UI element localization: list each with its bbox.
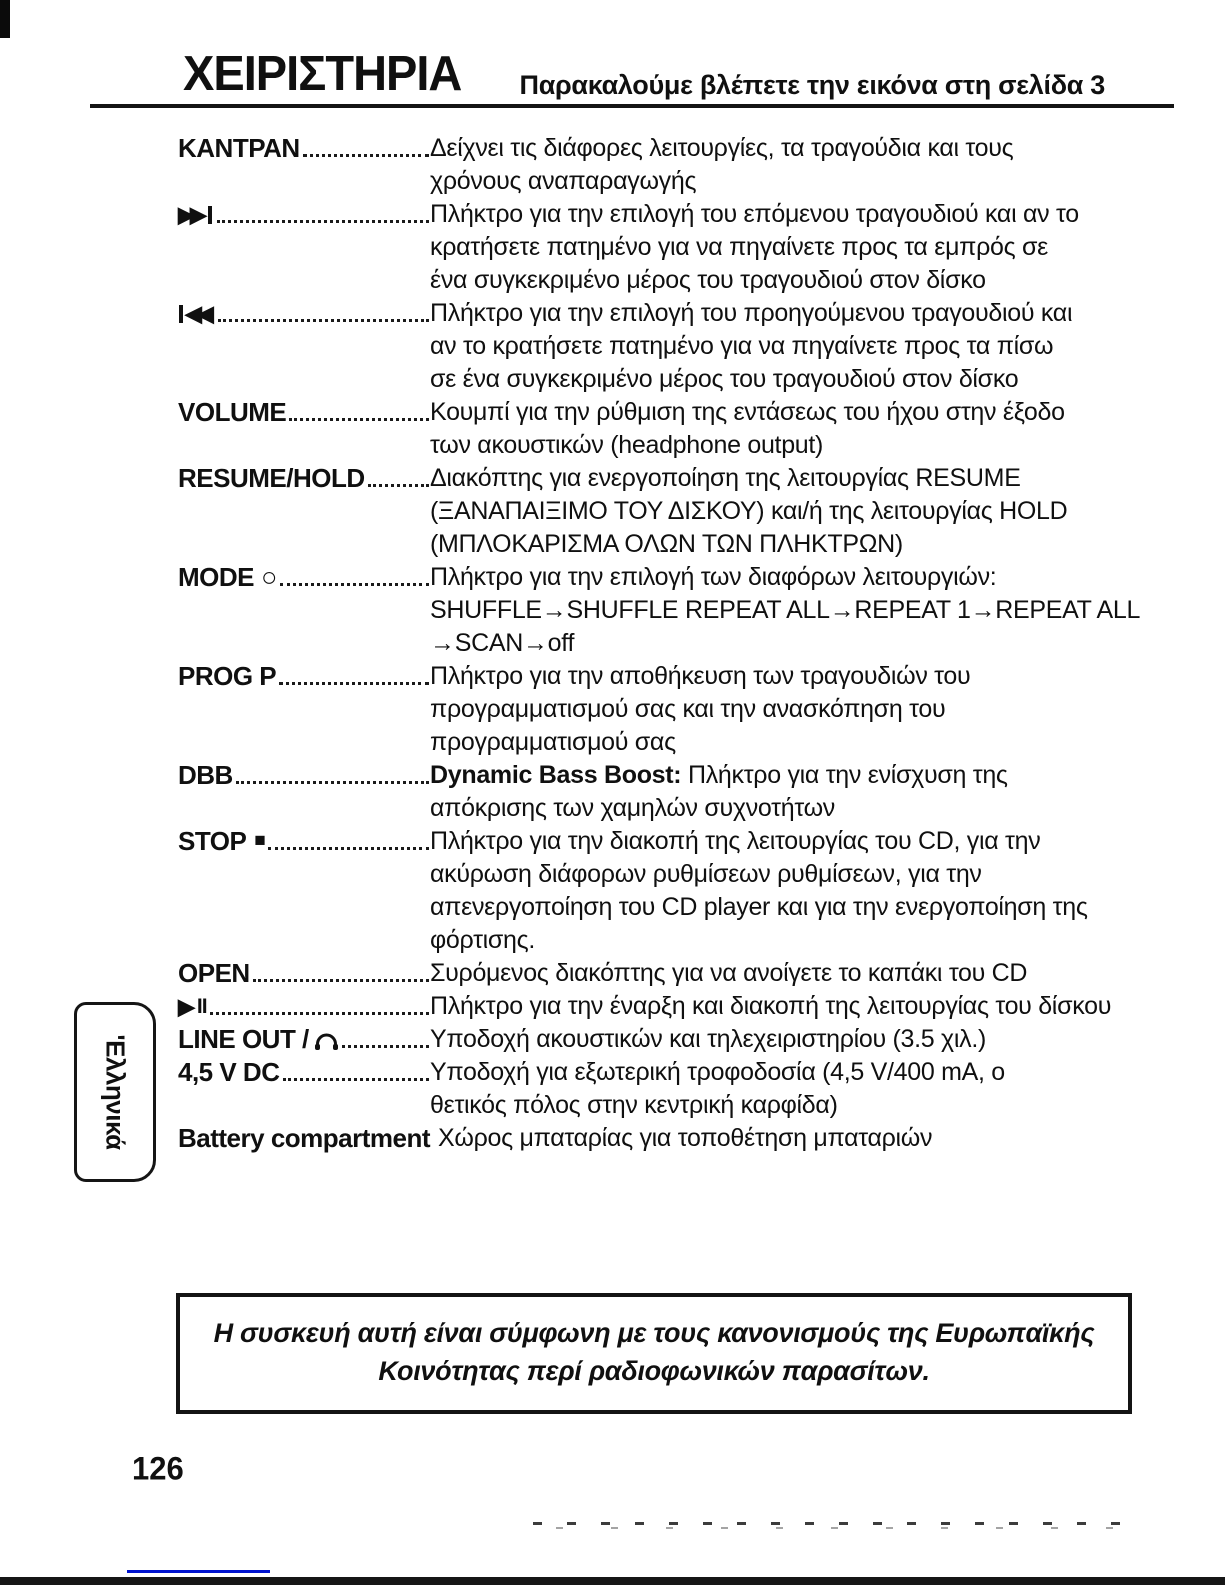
scan-bottom-edge [0, 1577, 1225, 1585]
description-line: Κουμπί για την ρύθμιση της εντάσεως του ήχου στην έξοδο [430, 398, 1065, 426]
description-line: Πλήκτρο για την επιλογή των διαφόρων λειτουργιών: [430, 563, 997, 591]
description-line: κρατήσετε πατημένο για να πηγαίνετε προς τα εμπρός σε [430, 233, 1049, 261]
dotted-leader [368, 484, 429, 487]
controls-list [178, 132, 1141, 1155]
control-term-label: 4,5 V DC [178, 1057, 280, 1087]
description-line: Dynamic Bass Boost: Πλήκτρο για την ενίσχυση της [430, 761, 1008, 789]
control-term [178, 462, 430, 495]
stop-icon: ■ [254, 830, 266, 851]
dotted-leader [217, 220, 429, 223]
control-description [430, 990, 1110, 1023]
control-term [178, 957, 430, 990]
control-description [430, 462, 1110, 561]
dotted-leader [280, 583, 429, 586]
dotted-leader [342, 1045, 429, 1048]
description-line: Δείχνει τις διάφορες λειτουργίες, τα τραγούδια και τους [430, 134, 1014, 162]
description-line: Πλήκτρο για την διακοπή της λειτουργίας του CD, για την [430, 827, 1041, 855]
scan-corner-mark [0, 0, 10, 38]
next-track-icon: ▶▶ [178, 198, 214, 231]
description-line: αν το κρατήσετε πατημένο για να πηγαίνετε προς τα πίσω [430, 332, 1054, 360]
control-description [430, 396, 1110, 462]
description-line: σε ένα συγκεκριμένο μέρος του τραγουδιού στον δίσκο [430, 365, 1019, 393]
description-line: Πλήκτρο για την έναρξη και διακοπή της λειτουργίας του δίσκου [430, 992, 1112, 1020]
control-term-label: STOP [178, 826, 247, 856]
control-entry [178, 198, 1110, 297]
description-line: Συρόμενος διακόπτης για να ανοίγετε το καπάκι του CD [430, 959, 1028, 987]
control-term [178, 1023, 430, 1056]
control-entry [178, 132, 1110, 198]
description-line: απενεργοποίηση του CD player και για την ενεργοποίηση της [430, 893, 1088, 921]
previous-track-icon: ◀◀ [178, 297, 215, 330]
description-line: προγραμματισμού σας [430, 728, 676, 756]
control-entry [178, 396, 1110, 462]
description-line: →SCAN→off [430, 629, 575, 657]
description-line: (ΞΑΝΑΠΑΙΞΙΜΟ ΤΟΥ ΔΙΣΚΟΥ) και/ή της λειτουργίας HOLD [430, 497, 1068, 525]
page-number: 126 [132, 1450, 184, 1487]
description-line: θετικός πόλος στην κεντρική καρφίδα) [430, 1091, 838, 1119]
dotted-leader [236, 781, 429, 784]
dotted-leader [283, 1078, 430, 1081]
page-subtitle: Παρακαλούμε βλέπετε την εικόνα στη σελίδα 3 [519, 70, 1105, 100]
description-line: χρόνους αναπαραγωγής [430, 167, 697, 195]
scan-blue-line [127, 1570, 270, 1573]
control-description [430, 660, 1110, 759]
compliance-notice-line1: Η συσκευή αυτή είναι σύμφωνη με τους κανονισμούς της Ευρωπαϊκής [213, 1318, 1095, 1348]
description-line: Υποδοχή ακουστικών και τηλεχειριστηρίου (3.5 χιλ.) [430, 1025, 986, 1053]
language-tab [74, 1002, 156, 1182]
control-term [178, 660, 430, 693]
compliance-notice-line2: Κοινότητας περί ραδιοφωνικών παρασίτων. [378, 1356, 930, 1386]
dotted-leader [253, 979, 429, 982]
control-term-label: OPEN [178, 958, 250, 988]
language-tab-label: 'Ελληνικά [100, 1034, 131, 1150]
control-entry [178, 1122, 1110, 1155]
control-description [430, 825, 1110, 957]
description-line: ένα συγκεκριμένο μέρος του τραγουδιού στον δίσκο [430, 266, 986, 294]
control-description [430, 198, 1110, 297]
control-term-label: VOLUME [178, 397, 287, 427]
compliance-notice-box [176, 1293, 1132, 1414]
control-description [438, 1122, 1110, 1155]
description-line: φόρτισης. [430, 926, 536, 954]
control-term-label: RESUME/HOLD [178, 463, 365, 493]
description-line: Πλήκτρο για την επιλογή του προηγούμενου τραγουδιού και [430, 299, 1073, 327]
control-entry [178, 1023, 1110, 1056]
control-entry [178, 957, 1110, 990]
control-term [178, 759, 430, 792]
control-description [430, 132, 1110, 198]
scan-noise-dashes [533, 1522, 1138, 1530]
control-term [178, 990, 430, 1023]
control-term-label: LINE OUT / [178, 1024, 309, 1054]
control-entry [178, 759, 1110, 825]
control-term [178, 297, 430, 330]
control-term [178, 561, 430, 594]
dotted-leader [303, 154, 429, 157]
dotted-leader [218, 319, 429, 322]
control-description [430, 759, 1110, 825]
control-entry [178, 990, 1110, 1023]
control-entry [178, 462, 1110, 561]
dotted-leader [268, 847, 429, 850]
page-title: ΧΕΙΡΙΣΤΗΡΙΑ [183, 45, 462, 101]
description-line: των ακουστικών (headphone output) [430, 431, 824, 459]
control-term-label: PROG P [178, 661, 277, 691]
dotted-leader [289, 418, 429, 421]
control-description [430, 561, 1141, 660]
control-description [430, 1023, 1110, 1056]
control-term [178, 1122, 438, 1155]
description-line: Πλήκτρο για την αποθήκευση των τραγουδιών του [430, 662, 971, 690]
control-term-label: Battery compartment [178, 1123, 431, 1153]
dotted-leader [210, 1012, 429, 1015]
control-term [178, 1056, 430, 1089]
mode-circle-icon: ○ [261, 562, 277, 592]
control-term [178, 396, 430, 429]
control-term [178, 132, 430, 165]
control-description [430, 297, 1110, 396]
headphone-icon [309, 1032, 339, 1056]
control-description [430, 957, 1110, 990]
control-entry [178, 297, 1110, 396]
control-term [178, 825, 430, 858]
description-line: Διακόπτης για ενεργοποίηση της λειτουργίας RESUME [430, 464, 1021, 492]
description-line: Υποδοχή για εξωτερική τροφοδοσία (4,5 V/400 mA, ο [430, 1058, 1005, 1086]
dotted-leader [279, 682, 429, 685]
description-line: SHUFFLE→SHUFFLE REPEAT ALL→REPEAT 1→REPEAT ALL [430, 596, 1141, 624]
header-rule [90, 104, 1174, 108]
control-entry [178, 561, 1141, 660]
control-term [178, 198, 430, 231]
description-line: προγραμματισμού σας και την ανασκόπηση του [430, 695, 946, 723]
control-term-label: MODE [178, 562, 254, 592]
description-line: Χώρος μπαταρίας για τοποθέτηση μπαταριών [438, 1124, 933, 1152]
description-line: ακύρωση διάφορων ρυθμίσεων ρυθμίσεων, για την [430, 860, 982, 888]
control-entry [178, 660, 1110, 759]
description-line: (ΜΠΛΟΚΑΡΙΣΜΑ ΟΛΩΝ ΤΩΝ ΠΛΗΚΤΡΩΝ) [430, 530, 903, 558]
control-term-label: DBB [178, 760, 233, 790]
control-description [430, 1056, 1110, 1122]
control-term-label: ΚΑΝΤΡΑΝ [178, 133, 300, 163]
control-entry [178, 825, 1110, 957]
play-pause-icon: ▶ II [178, 994, 207, 1019]
control-entry [178, 1056, 1110, 1122]
description-line: απόκρισης των χαμηλών συχνοτήτων [430, 794, 835, 822]
description-line: Πλήκτρο για την επιλογή του επόμενου τραγουδιού και αν το [430, 200, 1079, 228]
